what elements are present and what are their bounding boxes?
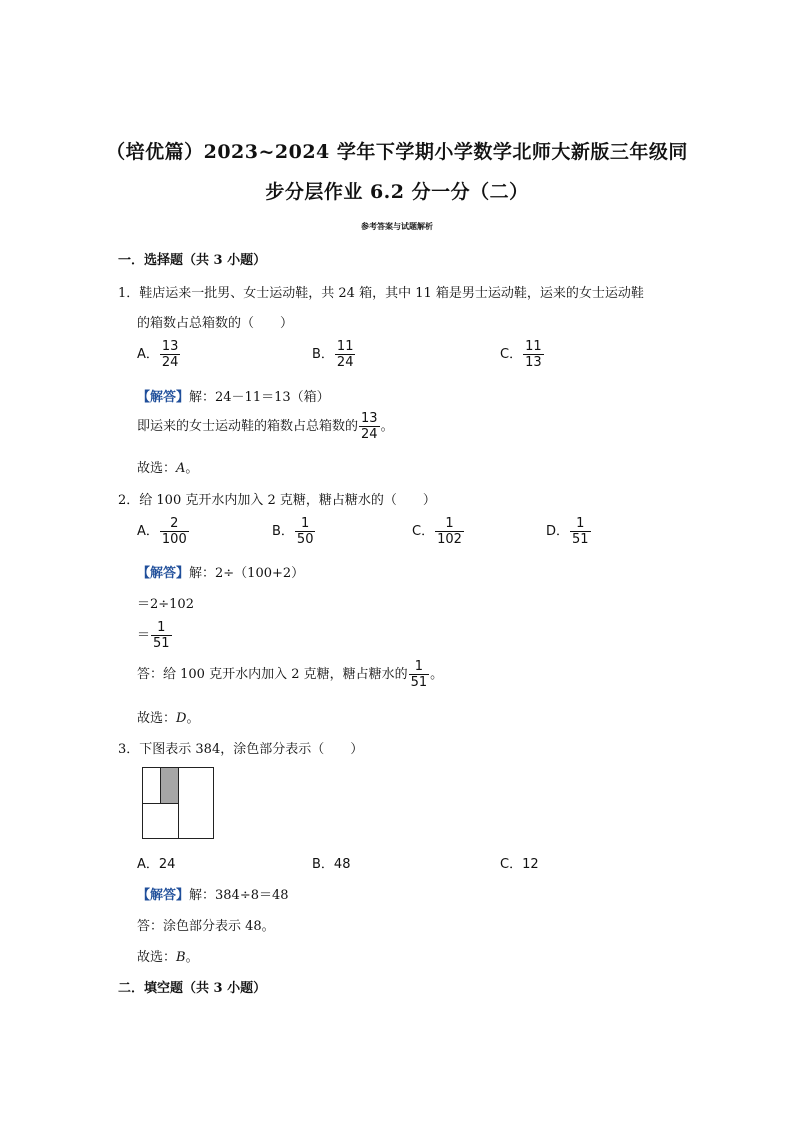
- q2-answer-line3: ＝ $\frac{1}{51}$: [137, 620, 170, 651]
- q3-option-c: C．12: [500, 857, 539, 872]
- q1-option-a: A． $\frac{13}{24}$: [137, 339, 179, 370]
- page-title-line2: 步分层作业 6.2 分一分（二）: [265, 181, 529, 203]
- q2-option-d: D． $\frac{1}{51}$: [546, 516, 589, 547]
- q2-stem: 2．给 100 克开水内加入 2 克糖，糖占糖水的（ ）: [118, 493, 436, 508]
- q1-stem-line1: 1．鞋店运来一批男、女士运动鞋，共 24 箱，其中 11 箱是男士运动鞋，运来的女士运动鞋: [118, 286, 644, 301]
- figure-shaded-part: [161, 768, 178, 803]
- q2-option-b: B． $\frac{1}{50}$: [272, 516, 314, 547]
- answer-tag: 【解答】: [137, 888, 190, 903]
- q3-answer-line2: 答：涂色部分表示 48。: [137, 919, 275, 934]
- q2-answer-line4: 答：给 100 克开水内加入 2 克糖，糖占糖水的 $\frac{1}{51}$ 。: [137, 659, 444, 690]
- q2-option-c: C． $\frac{1}{102}$: [412, 516, 462, 547]
- page-title-line1: （培优篇）2023~2024 学年下学期小学数学北师大新版三年级同: [106, 141, 688, 163]
- q3-option-a: A．24: [137, 857, 176, 872]
- q1-option-b: B． $\frac{11}{24}$: [312, 339, 354, 370]
- q3-stem: 3．下图表示 384，涂色部分表示（ ）: [118, 742, 364, 757]
- q2-answer-line2: ＝2÷102: [137, 597, 194, 612]
- q3-option-b: B．48: [312, 857, 351, 872]
- q1-answer-line1: 【解答】解：24－11＝13（箱）: [137, 390, 330, 405]
- answer-tag: 【解答】: [137, 390, 190, 405]
- section-heading-fill: 二．填空题（共 3 小题）: [118, 981, 267, 996]
- q1-answer-line2: 即运来的女士运动鞋的箱数占总箱数的 $\frac{13}{24}$ 。: [137, 411, 394, 442]
- q3-answer-line1: 【解答】解：384÷8＝48: [137, 888, 289, 903]
- q1-choice: 故选：A。: [137, 461, 199, 476]
- page-subtitle: 参考答案与试题解析: [361, 221, 433, 231]
- q2-option-a: A． $\frac{2}{100}$: [137, 516, 187, 547]
- section-heading-choice: 一．选择题（共 3 小题）: [118, 253, 267, 268]
- q3-choice: 故选：B。: [137, 950, 199, 965]
- q3-fraction-figure: [142, 767, 214, 839]
- q2-answer-line1: 【解答】解：2÷（100+2）: [137, 566, 305, 581]
- figure-horizontal-divider: [143, 803, 178, 804]
- q1-option-c: C． $\frac{11}{13}$: [500, 339, 542, 370]
- figure-vertical-divider: [178, 768, 179, 838]
- q2-choice: 故选：D。: [137, 711, 200, 726]
- q1-stem-line2: 的箱数占总箱数的（ ）: [137, 316, 294, 331]
- answer-tag: 【解答】: [137, 566, 190, 581]
